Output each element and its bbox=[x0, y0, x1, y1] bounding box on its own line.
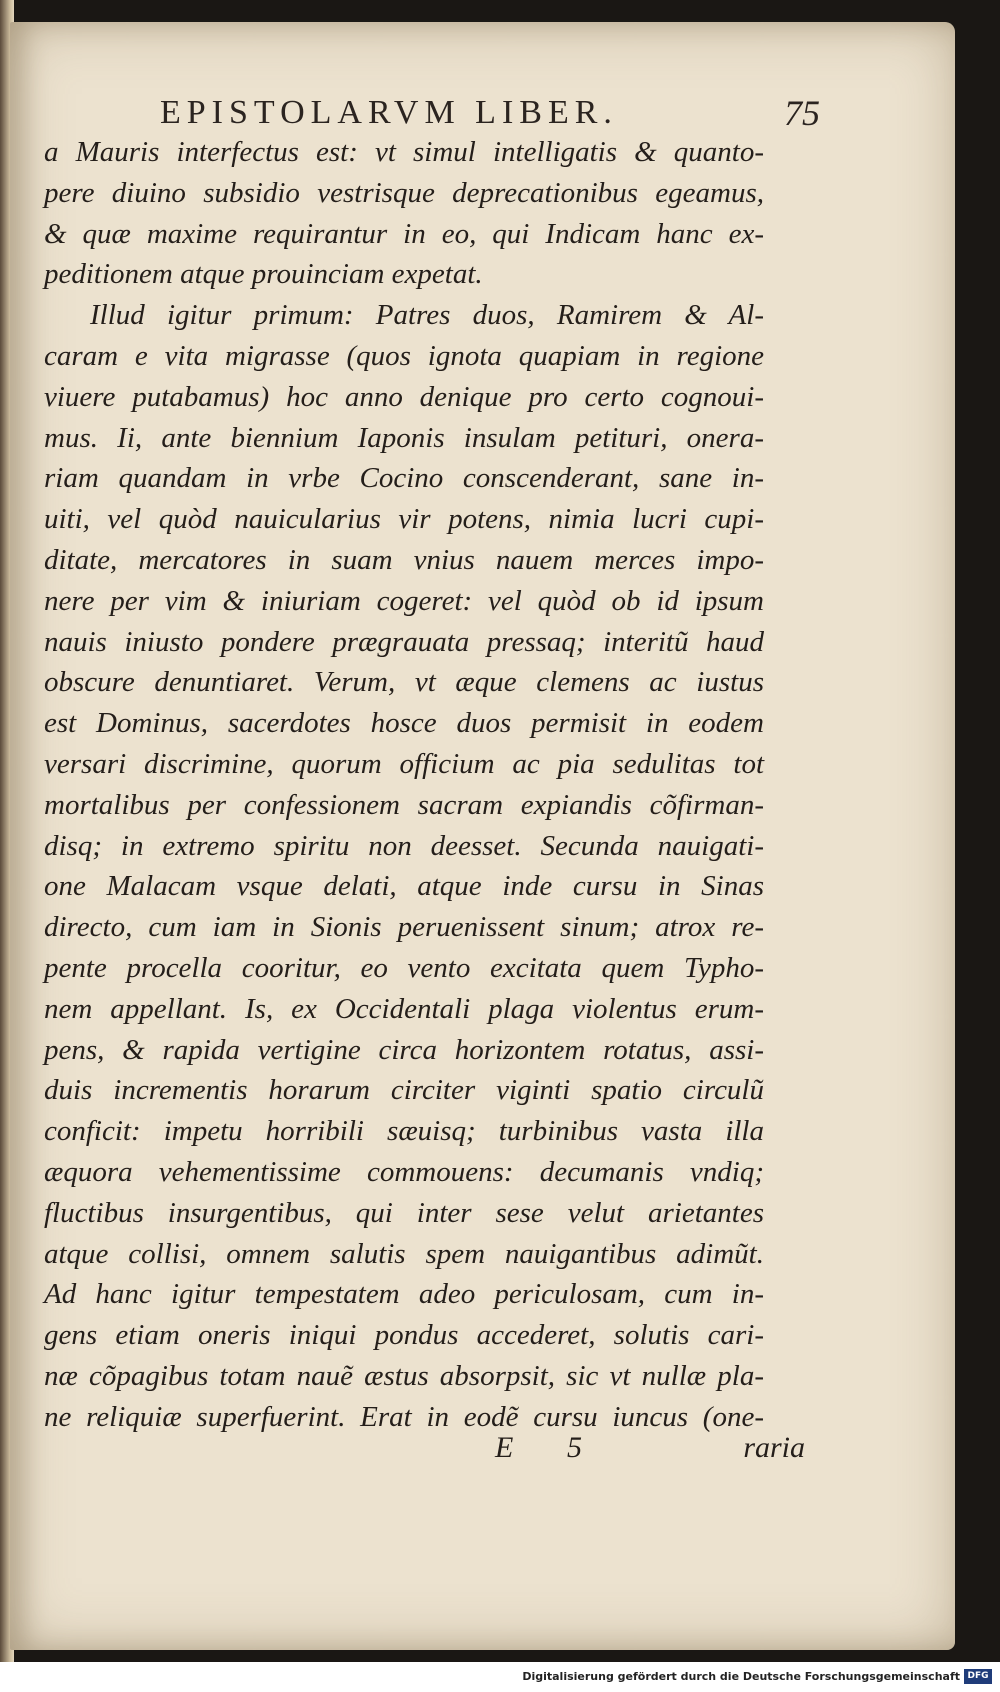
text-line: mortalibus per confessionem sacram expiandis cõfirman- bbox=[44, 788, 764, 821]
text-line: peditionem atque prouinciam expetat. bbox=[44, 258, 483, 291]
text-line: atque collisi, omnem salutis spem nauigantibus adimũt. bbox=[44, 1237, 764, 1270]
text-line: mus. Ii, ante biennium Iaponis insulam petituri, onera- bbox=[44, 421, 764, 454]
text-line: riam quandam in vrbe Cocino conscenderant, sane in- bbox=[44, 462, 764, 495]
text-line: uiti, vel quòd nauicularius vir potens, nimia lucri cupi- bbox=[44, 503, 764, 536]
text-line: pens, & rapida vertigine circa horizontem rotatus, assi- bbox=[44, 1033, 764, 1066]
text-line: Illud igitur primum: Patres duos, Ramirem & Al- bbox=[90, 299, 764, 332]
text-line: ne reliquiæ superfuerint. Erat in eodẽ cursu iuncus (one- bbox=[44, 1400, 764, 1433]
text-line: & quæ maxime requirantur in eo, qui Indicam hanc ex- bbox=[44, 217, 764, 250]
text-line: næ cõpagibus totam nauẽ æstus absorpsit, sic vt nullæ pla- bbox=[44, 1359, 764, 1392]
text-line: one Malacam vsque delati, atque inde cursu in Sinas bbox=[44, 870, 764, 903]
text-line: pente procella cooritur, eo vento excitata quem Typho- bbox=[44, 951, 764, 984]
text-line: caram e vita migrasse (quos ignota quapiam in regione bbox=[44, 339, 764, 372]
text-line: disq; in extremo spiritu non deesset. Secunda nauigati- bbox=[44, 829, 764, 862]
funding-credit: Digitalisierung gefördert durch die Deutsche Forschungsgemeinschaft bbox=[522, 1670, 960, 1683]
text-line: gens etiam oneris iniqui pondus accederet, solutis cari- bbox=[44, 1319, 764, 1352]
page-number: 75 bbox=[784, 93, 820, 133]
running-head: EPISTOLARVM LIBER. bbox=[160, 94, 618, 131]
text-line: fluctibus insurgentibus, qui inter sese velut arietantes bbox=[44, 1196, 764, 1229]
text-line: Ad hanc igitur tempestatem adeo periculosam, cum in- bbox=[44, 1278, 764, 1311]
text-line: nem appellant. Is, ex Occidentali plaga violentus erum- bbox=[44, 992, 764, 1025]
text-line: viuere putabamus) hoc anno denique pro certo cognoui- bbox=[44, 380, 764, 413]
text-line: pere diuino subsidio vestrisque deprecationibus egeamus, bbox=[44, 176, 764, 209]
text-line: conficit: impetu horribili sæuisq; turbinibus vasta illa bbox=[44, 1115, 764, 1148]
catchword: raria bbox=[743, 1431, 805, 1464]
text-line: ditate, mercatores in suam vnius nauem merces impo- bbox=[44, 543, 764, 576]
signature-mark: E bbox=[495, 1431, 514, 1464]
catchline bbox=[495, 1426, 805, 1470]
text-line: a Mauris interfectus est: vt simul intelligatis & quanto- bbox=[44, 136, 764, 168]
text-line: æquora vehementissime commouens: decumanis vndiq; bbox=[44, 1155, 764, 1188]
text-line: duis incrementis horarum circiter viginti spatio circulũ bbox=[44, 1074, 764, 1107]
dfg-logo-icon: DFG bbox=[964, 1669, 992, 1684]
text-line: obscure denuntiaret. Verum, vt æque clemens ac iustus bbox=[44, 666, 764, 699]
text-line: nauis iniusto pondere prægrauata pressaq; interitũ haud bbox=[44, 625, 764, 658]
body-text bbox=[44, 132, 764, 1438]
text-line: est Dominus, sacerdotes hosce duos permisit in eodem bbox=[44, 707, 764, 740]
text-line: directo, cum iam in Sionis peruenissent sinum; atrox re- bbox=[44, 911, 764, 944]
text-line: versari discrimine, quorum officium ac pia sedulitas tot bbox=[44, 747, 764, 780]
signature-number: 5 bbox=[567, 1431, 582, 1464]
footer-bar bbox=[0, 1662, 1000, 1692]
page-header bbox=[160, 88, 820, 138]
text-line: nere per vim & iniuriam cogeret: vel quòd ob id ipsum bbox=[44, 584, 764, 617]
